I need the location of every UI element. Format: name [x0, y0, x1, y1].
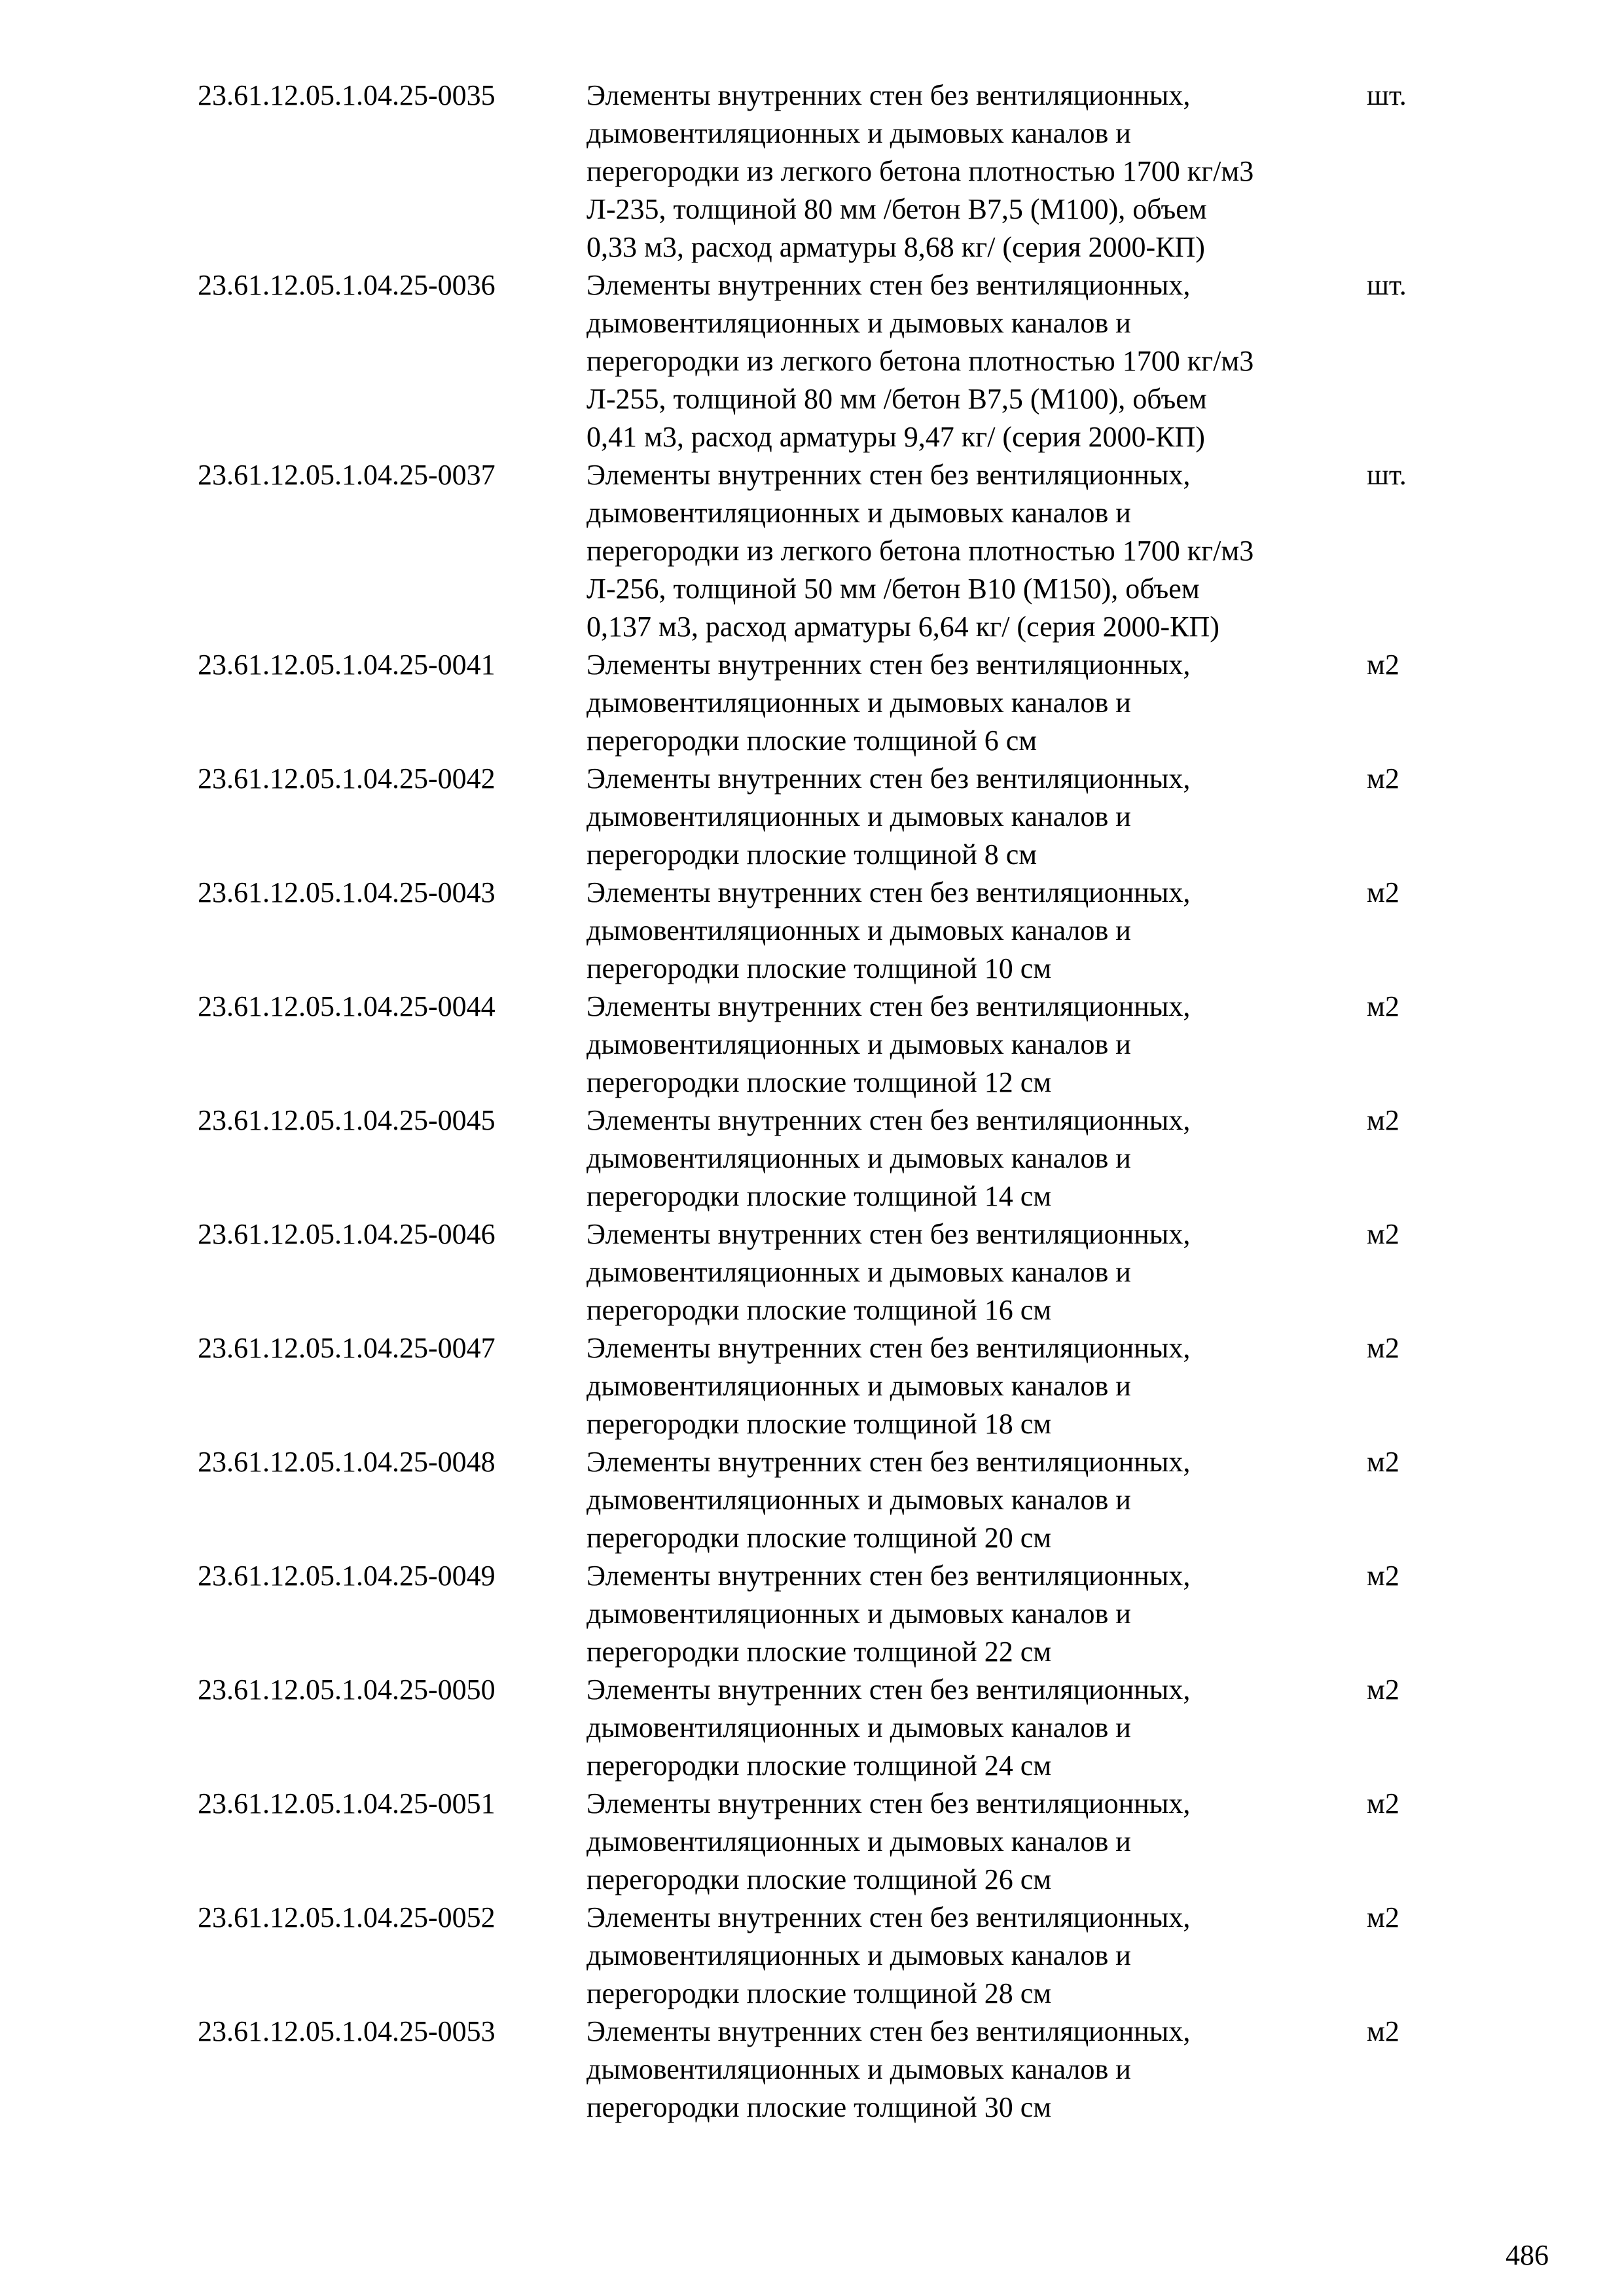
- entry-code: 23.61.12.05.1.04.25-0047: [198, 1332, 496, 1364]
- description-line: Л-256, толщиной 50 мм /бетон В10 (М150), объем: [586, 573, 1200, 605]
- entry-unit: м2: [1367, 649, 1399, 681]
- catalog-entry: [198, 1899, 1441, 2013]
- description-line: дымовентиляционных и дымовых каналов и: [586, 1939, 1131, 1971]
- description-line: Элементы внутренних стен без вентиляционных,: [586, 990, 1191, 1022]
- description-line: перегородки из легкого бетона плотностью 1700 кг/м3: [586, 345, 1254, 377]
- entry-description: [586, 1899, 1367, 2013]
- entry-code: 23.61.12.05.1.04.25-0050: [198, 1674, 496, 1706]
- entry-unit: м2: [1367, 876, 1399, 908]
- entry-unit: м2: [1367, 762, 1399, 795]
- description-line: дымовентиляционных и дымовых каналов и: [586, 800, 1131, 833]
- description-line: Элементы внутренних стен без вентиляционных,: [586, 1446, 1191, 1478]
- catalog-entry: [198, 2013, 1441, 2126]
- catalog-entry: [198, 1557, 1441, 1671]
- entry-unit: м2: [1367, 1787, 1399, 1820]
- entry-code: 23.61.12.05.1.04.25-0046: [198, 1218, 496, 1250]
- catalog-entry: [198, 456, 1441, 646]
- entry-unit: м2: [1367, 1560, 1399, 1592]
- description-line: дымовентиляционных и дымовых каналов и: [586, 687, 1131, 719]
- entry-code: 23.61.12.05.1.04.25-0049: [198, 1560, 496, 1592]
- description-line: Элементы внутренних стен без вентиляционных,: [586, 1104, 1191, 1136]
- catalog-entry: [198, 1215, 1441, 1329]
- catalog-entry: [198, 1443, 1441, 1557]
- catalog-entry: [198, 266, 1441, 456]
- description-line: дымовентиляционных и дымовых каналов и: [586, 1825, 1131, 1857]
- entry-description: [586, 646, 1367, 760]
- entry-unit: м2: [1367, 1446, 1399, 1478]
- description-line: перегородки плоские толщиной 8 см: [586, 838, 1038, 870]
- entry-unit: м2: [1367, 1218, 1399, 1250]
- entry-description: [586, 1329, 1367, 1443]
- entry-code: 23.61.12.05.1.04.25-0035: [198, 79, 496, 111]
- description-line: Элементы внутренних стен без вентиляционных,: [586, 1218, 1191, 1250]
- description-line: Элементы внутренних стен без вентиляционных,: [586, 1332, 1191, 1364]
- entry-unit: м2: [1367, 1332, 1399, 1364]
- entry-unit: шт.: [1367, 79, 1407, 111]
- entry-code: 23.61.12.05.1.04.25-0051: [198, 1787, 496, 1820]
- entry-unit: м2: [1367, 1901, 1399, 1933]
- description-line: перегородки плоские толщиной 16 см: [586, 1294, 1052, 1326]
- description-line: 0,41 м3, расход арматуры 9,47 кг/ (серия 2000-КП): [586, 421, 1205, 453]
- entry-code: 23.61.12.05.1.04.25-0041: [198, 649, 496, 681]
- description-line: 0,33 м3, расход арматуры 8,68 кг/ (серия 2000-КП): [586, 231, 1205, 263]
- description-line: Л-255, толщиной 80 мм /бетон В7,5 (М100), объем: [586, 383, 1207, 415]
- entry-code: 23.61.12.05.1.04.25-0048: [198, 1446, 496, 1478]
- entry-unit: м2: [1367, 1104, 1399, 1136]
- entry-code: 23.61.12.05.1.04.25-0053: [198, 2015, 496, 2047]
- description-line: перегородки плоские толщиной 10 см: [586, 952, 1052, 984]
- description-line: Л-235, толщиной 80 мм /бетон В7,5 (М100), объем: [586, 193, 1207, 225]
- description-line: перегородки плоские толщиной 24 см: [586, 1749, 1052, 1782]
- entry-code: 23.61.12.05.1.04.25-0043: [198, 876, 496, 908]
- catalog-entry: [198, 874, 1441, 988]
- entry-description: [586, 760, 1367, 874]
- entry-description: [586, 266, 1367, 456]
- description-line: Элементы внутренних стен без вентиляционных,: [586, 876, 1191, 908]
- description-line: перегородки плоские толщиной 26 см: [586, 1863, 1052, 1895]
- description-line: дымовентиляционных и дымовых каналов и: [586, 2053, 1131, 2085]
- entry-unit: шт.: [1367, 269, 1407, 301]
- description-line: дымовентиляционных и дымовых каналов и: [586, 1370, 1131, 1402]
- description-line: дымовентиляционных и дымовых каналов и: [586, 117, 1131, 149]
- description-line: Элементы внутренних стен без вентиляционных,: [586, 762, 1191, 795]
- entry-code: 23.61.12.05.1.04.25-0036: [198, 269, 496, 301]
- description-line: дымовентиляционных и дымовых каналов и: [586, 1256, 1131, 1288]
- description-line: дымовентиляционных и дымовых каналов и: [586, 1142, 1131, 1174]
- description-line: Элементы внутренних стен без вентиляционных,: [586, 269, 1191, 301]
- entry-code: 23.61.12.05.1.04.25-0042: [198, 762, 496, 795]
- entry-code: 23.61.12.05.1.04.25-0037: [198, 459, 496, 491]
- description-line: дымовентиляционных и дымовых каналов и: [586, 1484, 1131, 1516]
- catalog-entry: [198, 1102, 1441, 1215]
- description-line: перегородки плоские толщиной 18 см: [586, 1408, 1052, 1440]
- description-line: Элементы внутренних стен без вентиляционных,: [586, 1901, 1191, 1933]
- description-line: перегородки из легкого бетона плотностью 1700 кг/м3: [586, 155, 1254, 187]
- description-line: Элементы внутренних стен без вентиляционных,: [586, 2015, 1191, 2047]
- catalog-entry: [198, 1329, 1441, 1443]
- description-line: Элементы внутренних стен без вентиляционных,: [586, 1560, 1191, 1592]
- description-line: 0,137 м3, расход арматуры 6,64 кг/ (серия 2000-КП): [586, 611, 1219, 643]
- entry-unit: м2: [1367, 990, 1399, 1022]
- catalog-entry: [198, 1671, 1441, 1785]
- catalog-entry: [198, 646, 1441, 760]
- entry-unit: шт.: [1367, 459, 1407, 491]
- catalog-entry: [198, 760, 1441, 874]
- catalog-entry: [198, 988, 1441, 1102]
- description-line: Элементы внутренних стен без вентиляционных,: [586, 1674, 1191, 1706]
- entry-description: [586, 2013, 1367, 2126]
- description-line: Элементы внутренних стен без вентиляционных,: [586, 459, 1191, 491]
- description-line: дымовентиляционных и дымовых каналов и: [586, 1028, 1131, 1060]
- entry-unit: м2: [1367, 2015, 1399, 2047]
- description-line: перегородки из легкого бетона плотностью 1700 кг/м3: [586, 535, 1254, 567]
- catalog-entry: [198, 1785, 1441, 1899]
- description-line: Элементы внутренних стен без вентиляционных,: [586, 79, 1191, 111]
- description-line: перегородки плоские толщиной 28 см: [586, 1977, 1052, 2009]
- description-line: перегородки плоские толщиной 20 см: [586, 1522, 1052, 1554]
- description-line: дымовентиляционных и дымовых каналов и: [586, 1712, 1131, 1744]
- entry-unit: м2: [1367, 1674, 1399, 1706]
- description-line: Элементы внутренних стен без вентиляционных,: [586, 649, 1191, 681]
- entry-description: [586, 1102, 1367, 1215]
- entry-code: 23.61.12.05.1.04.25-0052: [198, 1901, 496, 1933]
- entry-description: [586, 456, 1367, 646]
- entry-description: [586, 1215, 1367, 1329]
- description-line: перегородки плоские толщиной 30 см: [586, 2091, 1052, 2123]
- description-line: перегородки плоские толщиной 12 см: [586, 1066, 1052, 1098]
- page-number: 486: [1506, 2239, 1549, 2271]
- description-line: Элементы внутренних стен без вентиляционных,: [586, 1787, 1191, 1820]
- entry-description: [586, 1557, 1367, 1671]
- entry-description: [586, 1785, 1367, 1899]
- entry-description: [586, 1443, 1367, 1557]
- description-line: дымовентиляционных и дымовых каналов и: [586, 1598, 1131, 1630]
- entry-code: 23.61.12.05.1.04.25-0044: [198, 990, 496, 1022]
- description-line: дымовентиляционных и дымовых каналов и: [586, 307, 1131, 339]
- entry-description: [586, 988, 1367, 1102]
- entry-code: 23.61.12.05.1.04.25-0045: [198, 1104, 496, 1136]
- entry-description: [586, 874, 1367, 988]
- description-line: перегородки плоские толщиной 22 см: [586, 1636, 1052, 1668]
- catalog-entry: [198, 77, 1441, 266]
- description-line: перегородки плоские толщиной 6 см: [586, 725, 1038, 757]
- description-line: перегородки плоские толщиной 14 см: [586, 1180, 1052, 1212]
- document-body: [198, 77, 1441, 2126]
- entry-description: [586, 77, 1367, 266]
- entry-description: [586, 1671, 1367, 1785]
- description-line: дымовентиляционных и дымовых каналов и: [586, 497, 1131, 529]
- description-line: дымовентиляционных и дымовых каналов и: [586, 914, 1131, 946]
